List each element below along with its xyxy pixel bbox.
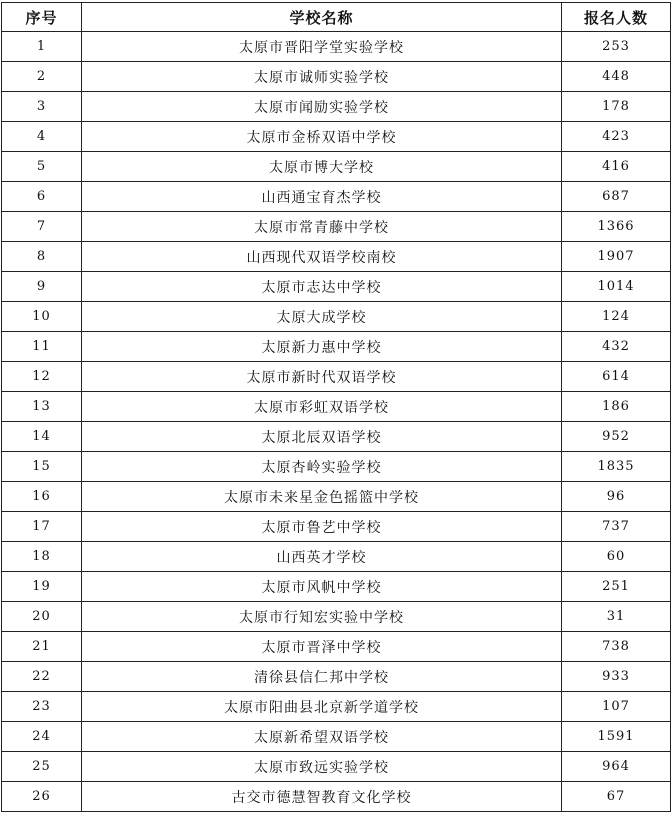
applicant-count-cell: 124 [562, 302, 671, 332]
applicant-count-cell: 96 [562, 482, 671, 512]
applicant-count-cell: 107 [562, 692, 671, 722]
applicant-count-cell: 738 [562, 632, 671, 662]
applicant-count-cell: 432 [562, 332, 671, 362]
table-row [2, 662, 671, 692]
table-row [2, 332, 671, 362]
serial-cell: 3 [2, 92, 82, 122]
applicant-count-cell: 964 [562, 752, 671, 782]
serial-cell: 24 [2, 722, 82, 752]
table-row [2, 632, 671, 662]
table-row [2, 542, 671, 572]
serial-cell: 21 [2, 632, 82, 662]
applicant-count-cell: 933 [562, 662, 671, 692]
applicant-count-cell: 1907 [562, 242, 671, 272]
school-name-cell: 太原新力惠中学校 [82, 332, 562, 362]
table-row [2, 692, 671, 722]
serial-cell: 9 [2, 272, 82, 302]
school-name-cell: 清徐县信仁邦中学校 [82, 662, 562, 692]
table-row [2, 302, 671, 332]
applicant-count-cell: 1014 [562, 272, 671, 302]
serial-cell: 11 [2, 332, 82, 362]
header-serial: 序号 [2, 3, 82, 32]
table-row [2, 722, 671, 752]
school-name-cell: 太原市风帆中学校 [82, 572, 562, 602]
school-name-cell: 太原大成学校 [82, 302, 562, 332]
school-name-cell: 太原市志达中学校 [82, 272, 562, 302]
school-name-cell: 太原市行知宏实验中学校 [82, 602, 562, 632]
table-row [2, 572, 671, 602]
school-name-cell: 太原市未来星金色摇篮中学校 [82, 482, 562, 512]
table-row [2, 512, 671, 542]
applicant-count-cell: 31 [562, 602, 671, 632]
serial-cell: 5 [2, 152, 82, 182]
applicant-count-cell: 251 [562, 572, 671, 602]
table-row [2, 782, 671, 812]
serial-cell: 13 [2, 392, 82, 422]
school-name-cell: 太原市鲁艺中学校 [82, 512, 562, 542]
school-name-cell: 山西英才学校 [82, 542, 562, 572]
school-name-cell: 太原市新时代双语学校 [82, 362, 562, 392]
serial-cell: 10 [2, 302, 82, 332]
serial-cell: 22 [2, 662, 82, 692]
applicant-count-cell: 1591 [562, 722, 671, 752]
table-row [2, 92, 671, 122]
applicant-count-cell: 737 [562, 512, 671, 542]
table-row [2, 272, 671, 302]
table-row [2, 362, 671, 392]
school-name-cell: 太原新希望双语学校 [82, 722, 562, 752]
serial-cell: 2 [2, 62, 82, 92]
applicant-count-cell: 186 [562, 392, 671, 422]
applicant-count-cell: 614 [562, 362, 671, 392]
school-name-cell: 太原市阳曲县北京新学道学校 [82, 692, 562, 722]
registration-table [1, 2, 671, 812]
table-row [2, 752, 671, 782]
table-row [2, 452, 671, 482]
table-header-row [2, 3, 671, 32]
serial-cell: 16 [2, 482, 82, 512]
applicant-count-cell: 1366 [562, 212, 671, 242]
school-name-cell: 太原市晋泽中学校 [82, 632, 562, 662]
school-name-cell: 太原市博大学校 [82, 152, 562, 182]
school-name-cell: 太原市晋阳学堂实验学校 [82, 32, 562, 62]
serial-cell: 20 [2, 602, 82, 632]
serial-cell: 19 [2, 572, 82, 602]
serial-cell: 6 [2, 182, 82, 212]
serial-cell: 23 [2, 692, 82, 722]
table-row [2, 32, 671, 62]
school-name-cell: 太原北辰双语学校 [82, 422, 562, 452]
header-applicant-count: 报名人数 [562, 3, 671, 32]
serial-cell: 4 [2, 122, 82, 152]
school-name-cell: 太原杏岭实验学校 [82, 452, 562, 482]
table-row [2, 242, 671, 272]
school-name-cell: 山西现代双语学校南校 [82, 242, 562, 272]
serial-cell: 17 [2, 512, 82, 542]
table-row [2, 602, 671, 632]
applicant-count-cell: 60 [562, 542, 671, 572]
applicant-count-cell: 952 [562, 422, 671, 452]
serial-cell: 25 [2, 752, 82, 782]
school-name-cell: 太原市闻励实验学校 [82, 92, 562, 122]
serial-cell: 12 [2, 362, 82, 392]
serial-cell: 26 [2, 782, 82, 812]
school-name-cell: 山西通宝育杰学校 [82, 182, 562, 212]
table-row [2, 62, 671, 92]
header-school-name: 学校名称 [82, 3, 562, 32]
applicant-count-cell: 1835 [562, 452, 671, 482]
serial-cell: 15 [2, 452, 82, 482]
applicant-count-cell: 253 [562, 32, 671, 62]
school-name-cell: 太原市致远实验学校 [82, 752, 562, 782]
table-row [2, 482, 671, 512]
table-row [2, 122, 671, 152]
table-body [2, 32, 671, 812]
applicant-count-cell: 67 [562, 782, 671, 812]
table-row [2, 152, 671, 182]
table-row [2, 422, 671, 452]
school-name-cell: 太原市金桥双语中学校 [82, 122, 562, 152]
applicant-count-cell: 687 [562, 182, 671, 212]
applicant-count-cell: 423 [562, 122, 671, 152]
serial-cell: 8 [2, 242, 82, 272]
applicant-count-cell: 178 [562, 92, 671, 122]
serial-cell: 14 [2, 422, 82, 452]
table-row [2, 212, 671, 242]
school-name-cell: 太原市常青藤中学校 [82, 212, 562, 242]
school-name-cell: 古交市德慧智教育文化学校 [82, 782, 562, 812]
applicant-count-cell: 416 [562, 152, 671, 182]
table-row [2, 392, 671, 422]
serial-cell: 18 [2, 542, 82, 572]
serial-cell: 7 [2, 212, 82, 242]
serial-cell: 1 [2, 32, 82, 62]
applicant-count-cell: 448 [562, 62, 671, 92]
school-name-cell: 太原市诚师实验学校 [82, 62, 562, 92]
table-row [2, 182, 671, 212]
school-name-cell: 太原市彩虹双语学校 [82, 392, 562, 422]
